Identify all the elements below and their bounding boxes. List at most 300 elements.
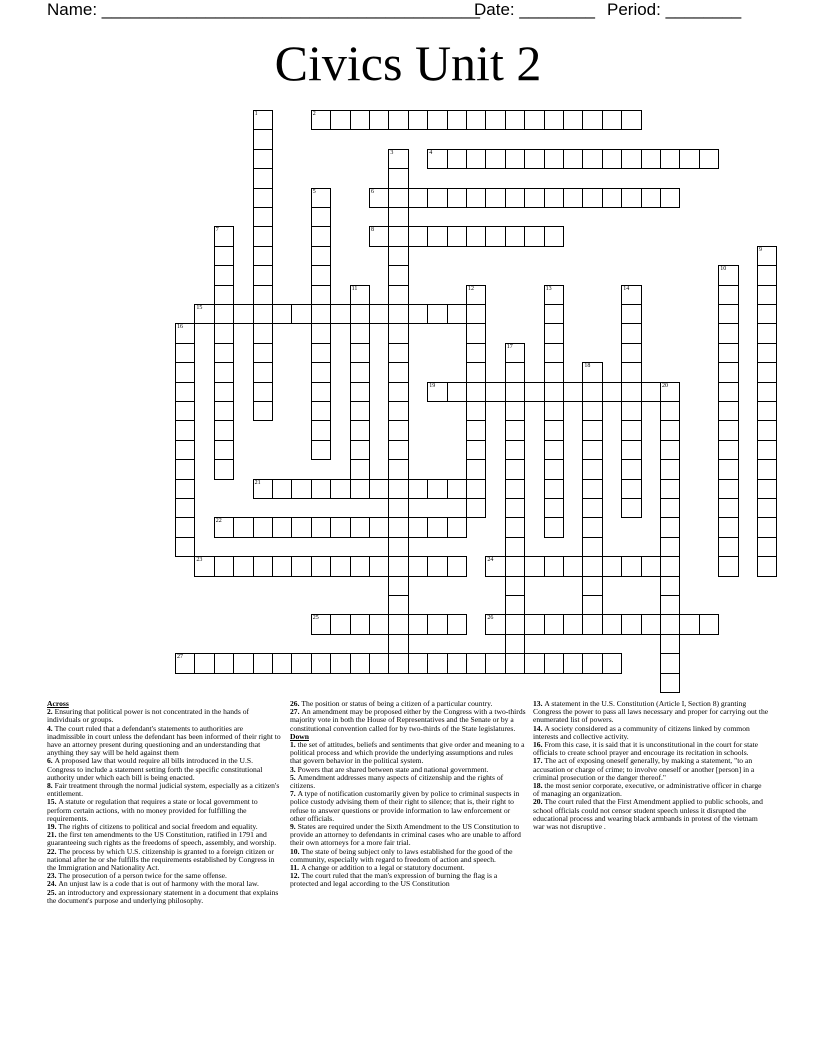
crossword-cell[interactable] xyxy=(175,517,195,537)
crossword-cell[interactable] xyxy=(388,440,408,460)
crossword-cell[interactable] xyxy=(505,517,525,537)
crossword-cell[interactable] xyxy=(582,459,602,479)
crossword-cell[interactable] xyxy=(427,188,447,208)
crossword-cell[interactable] xyxy=(505,479,525,499)
crossword-cell[interactable] xyxy=(369,517,389,537)
crossword-cell[interactable] xyxy=(641,149,661,169)
crossword-cell[interactable] xyxy=(350,440,370,460)
crossword-cell[interactable] xyxy=(757,362,777,382)
crossword-cell[interactable] xyxy=(621,149,641,169)
crossword-cell[interactable] xyxy=(388,382,408,402)
crossword-cell[interactable] xyxy=(214,265,234,285)
crossword-cell[interactable] xyxy=(447,517,467,537)
crossword-cell[interactable] xyxy=(602,614,622,634)
crossword-cell[interactable] xyxy=(214,246,234,266)
crossword-cell[interactable] xyxy=(466,479,486,499)
crossword-cell[interactable] xyxy=(388,479,408,499)
crossword-cell[interactable] xyxy=(311,188,331,208)
crossword-cell[interactable] xyxy=(447,653,467,673)
crossword-cell[interactable] xyxy=(679,149,699,169)
crossword-cell[interactable] xyxy=(563,149,583,169)
crossword-cell[interactable] xyxy=(311,362,331,382)
crossword-cell[interactable] xyxy=(369,479,389,499)
crossword-cell[interactable] xyxy=(757,459,777,479)
crossword-cell[interactable] xyxy=(175,401,195,421)
crossword-cell[interactable] xyxy=(253,343,273,363)
crossword-cell[interactable] xyxy=(582,420,602,440)
crossword-cell[interactable] xyxy=(388,595,408,615)
crossword-cell[interactable] xyxy=(563,188,583,208)
crossword-cell[interactable] xyxy=(660,401,680,421)
crossword-cell[interactable] xyxy=(175,420,195,440)
crossword-cell[interactable] xyxy=(544,110,564,130)
crossword-cell[interactable] xyxy=(214,653,234,673)
crossword-cell[interactable] xyxy=(602,653,622,673)
crossword-cell[interactable] xyxy=(485,110,505,130)
crossword-cell[interactable] xyxy=(466,285,486,305)
crossword-cell[interactable] xyxy=(524,382,544,402)
crossword-cell[interactable] xyxy=(466,440,486,460)
crossword-cell[interactable] xyxy=(544,459,564,479)
crossword-cell[interactable] xyxy=(214,459,234,479)
crossword-cell[interactable] xyxy=(447,304,467,324)
crossword-cell[interactable] xyxy=(350,653,370,673)
crossword-cell[interactable] xyxy=(621,382,641,402)
crossword-cell[interactable] xyxy=(388,459,408,479)
crossword-cell[interactable] xyxy=(757,479,777,499)
crossword-cell[interactable] xyxy=(544,362,564,382)
crossword-cell[interactable] xyxy=(369,304,389,324)
crossword-cell[interactable] xyxy=(718,556,738,576)
crossword-cell[interactable] xyxy=(582,149,602,169)
crossword-cell[interactable] xyxy=(563,556,583,576)
crossword-cell[interactable] xyxy=(214,401,234,421)
crossword-cell[interactable] xyxy=(311,207,331,227)
crossword-cell[interactable] xyxy=(369,188,389,208)
crossword-cell[interactable] xyxy=(427,479,447,499)
crossword-cell[interactable] xyxy=(641,556,661,576)
crossword-cell[interactable] xyxy=(369,110,389,130)
crossword-cell[interactable] xyxy=(408,226,428,246)
crossword-cell[interactable] xyxy=(388,634,408,654)
crossword-cell[interactable] xyxy=(718,382,738,402)
crossword-cell[interactable] xyxy=(330,556,350,576)
crossword-cell[interactable] xyxy=(505,110,525,130)
crossword-cell[interactable] xyxy=(253,362,273,382)
crossword-cell[interactable] xyxy=(350,420,370,440)
crossword-cell[interactable] xyxy=(330,517,350,537)
crossword-cell[interactable] xyxy=(194,653,214,673)
crossword-cell[interactable] xyxy=(253,556,273,576)
crossword-cell[interactable] xyxy=(621,459,641,479)
crossword-cell[interactable] xyxy=(718,517,738,537)
crossword-cell[interactable] xyxy=(466,304,486,324)
crossword-cell[interactable] xyxy=(660,440,680,460)
crossword-cell[interactable] xyxy=(757,343,777,363)
crossword-cell[interactable] xyxy=(388,188,408,208)
crossword-cell[interactable] xyxy=(408,304,428,324)
crossword-cell[interactable] xyxy=(582,382,602,402)
crossword-cell[interactable] xyxy=(679,614,699,634)
crossword-cell[interactable] xyxy=(447,188,467,208)
crossword-cell[interactable] xyxy=(408,188,428,208)
crossword-cell[interactable] xyxy=(621,362,641,382)
crossword-cell[interactable] xyxy=(311,304,331,324)
crossword-cell[interactable] xyxy=(253,207,273,227)
crossword-cell[interactable] xyxy=(175,343,195,363)
crossword-cell[interactable] xyxy=(660,614,680,634)
crossword-cell[interactable] xyxy=(582,517,602,537)
crossword-cell[interactable] xyxy=(660,479,680,499)
crossword-cell[interactable] xyxy=(485,226,505,246)
crossword-cell[interactable] xyxy=(447,556,467,576)
crossword-cell[interactable] xyxy=(485,653,505,673)
crossword-cell[interactable] xyxy=(253,382,273,402)
crossword-cell[interactable] xyxy=(718,498,738,518)
crossword-cell[interactable] xyxy=(466,382,486,402)
crossword-cell[interactable] xyxy=(505,498,525,518)
crossword-cell[interactable] xyxy=(175,459,195,479)
crossword-cell[interactable] xyxy=(311,653,331,673)
crossword-cell[interactable] xyxy=(447,479,467,499)
crossword-cell[interactable] xyxy=(175,362,195,382)
crossword-cell[interactable] xyxy=(272,653,292,673)
crossword-cell[interactable] xyxy=(311,517,331,537)
crossword-cell[interactable] xyxy=(233,556,253,576)
crossword-cell[interactable] xyxy=(194,556,214,576)
crossword-cell[interactable] xyxy=(272,517,292,537)
crossword-cell[interactable] xyxy=(718,304,738,324)
crossword-cell[interactable] xyxy=(175,382,195,402)
crossword-cell[interactable] xyxy=(311,420,331,440)
crossword-cell[interactable] xyxy=(621,401,641,421)
crossword-cell[interactable] xyxy=(350,323,370,343)
crossword-cell[interactable] xyxy=(757,285,777,305)
crossword-cell[interactable] xyxy=(621,614,641,634)
crossword-cell[interactable] xyxy=(582,188,602,208)
crossword-cell[interactable] xyxy=(253,188,273,208)
crossword-cell[interactable] xyxy=(253,149,273,169)
crossword-cell[interactable] xyxy=(602,149,622,169)
crossword-cell[interactable] xyxy=(660,537,680,557)
name-field[interactable]: Name: ________________________________________ xyxy=(47,0,480,19)
crossword-cell[interactable] xyxy=(427,653,447,673)
crossword-cell[interactable] xyxy=(621,440,641,460)
crossword-cell[interactable] xyxy=(466,149,486,169)
crossword-cell[interactable] xyxy=(291,517,311,537)
crossword-cell[interactable] xyxy=(757,440,777,460)
crossword-cell[interactable] xyxy=(253,517,273,537)
crossword-cell[interactable] xyxy=(311,265,331,285)
crossword-cell[interactable] xyxy=(311,479,331,499)
crossword-cell[interactable] xyxy=(485,614,505,634)
crossword-cell[interactable] xyxy=(408,517,428,537)
crossword-cell[interactable] xyxy=(621,556,641,576)
crossword-cell[interactable] xyxy=(505,188,525,208)
crossword-cell[interactable] xyxy=(272,556,292,576)
crossword-cell[interactable] xyxy=(388,226,408,246)
crossword-cell[interactable] xyxy=(660,556,680,576)
crossword-cell[interactable] xyxy=(563,110,583,130)
crossword-cell[interactable] xyxy=(660,634,680,654)
crossword-cell[interactable] xyxy=(757,382,777,402)
crossword-cell[interactable] xyxy=(641,382,661,402)
crossword-cell[interactable] xyxy=(350,343,370,363)
crossword-cell[interactable] xyxy=(388,265,408,285)
crossword-cell[interactable] xyxy=(311,246,331,266)
crossword-cell[interactable] xyxy=(311,110,331,130)
crossword-cell[interactable] xyxy=(311,401,331,421)
crossword-cell[interactable] xyxy=(408,614,428,634)
crossword-cell[interactable] xyxy=(350,382,370,402)
crossword-cell[interactable] xyxy=(330,614,350,634)
crossword-cell[interactable] xyxy=(621,285,641,305)
crossword-cell[interactable] xyxy=(233,517,253,537)
crossword-cell[interactable] xyxy=(524,614,544,634)
crossword-cell[interactable] xyxy=(505,634,525,654)
crossword-cell[interactable] xyxy=(388,246,408,266)
crossword-cell[interactable] xyxy=(524,149,544,169)
crossword-cell[interactable] xyxy=(582,362,602,382)
crossword-cell[interactable] xyxy=(175,498,195,518)
crossword-cell[interactable] xyxy=(388,420,408,440)
crossword-cell[interactable] xyxy=(485,149,505,169)
crossword-cell[interactable] xyxy=(388,304,408,324)
crossword-cell[interactable] xyxy=(718,537,738,557)
crossword-cell[interactable] xyxy=(602,188,622,208)
crossword-cell[interactable] xyxy=(505,362,525,382)
crossword-cell[interactable] xyxy=(427,304,447,324)
crossword-cell[interactable] xyxy=(175,440,195,460)
crossword-cell[interactable] xyxy=(524,653,544,673)
crossword-cell[interactable] xyxy=(544,498,564,518)
crossword-cell[interactable] xyxy=(388,614,408,634)
crossword-cell[interactable] xyxy=(350,401,370,421)
crossword-cell[interactable] xyxy=(175,653,195,673)
crossword-cell[interactable] xyxy=(427,517,447,537)
crossword-cell[interactable] xyxy=(621,479,641,499)
crossword-cell[interactable] xyxy=(544,382,564,402)
crossword-cell[interactable] xyxy=(466,110,486,130)
crossword-cell[interactable] xyxy=(175,537,195,557)
crossword-cell[interactable] xyxy=(485,556,505,576)
crossword-cell[interactable] xyxy=(447,110,467,130)
crossword-cell[interactable] xyxy=(544,188,564,208)
crossword-cell[interactable] xyxy=(233,653,253,673)
crossword-cell[interactable] xyxy=(350,362,370,382)
crossword-cell[interactable] xyxy=(582,556,602,576)
crossword-cell[interactable] xyxy=(466,401,486,421)
crossword-cell[interactable] xyxy=(757,420,777,440)
period-field[interactable]: Period: ________ xyxy=(607,0,742,19)
crossword-cell[interactable] xyxy=(350,285,370,305)
crossword-cell[interactable] xyxy=(582,479,602,499)
crossword-cell[interactable] xyxy=(718,323,738,343)
crossword-cell[interactable] xyxy=(427,226,447,246)
crossword-cell[interactable] xyxy=(427,382,447,402)
crossword-cell[interactable] xyxy=(505,459,525,479)
crossword-cell[interactable] xyxy=(563,614,583,634)
crossword-cell[interactable] xyxy=(563,653,583,673)
crossword-cell[interactable] xyxy=(582,614,602,634)
crossword-cell[interactable] xyxy=(621,323,641,343)
crossword-cell[interactable] xyxy=(253,285,273,305)
crossword-cell[interactable] xyxy=(544,401,564,421)
crossword-cell[interactable] xyxy=(505,382,525,402)
crossword-cell[interactable] xyxy=(505,537,525,557)
crossword-cell[interactable] xyxy=(350,517,370,537)
crossword-cell[interactable] xyxy=(544,479,564,499)
crossword-cell[interactable] xyxy=(621,304,641,324)
crossword-cell[interactable] xyxy=(253,401,273,421)
crossword-cell[interactable] xyxy=(447,226,467,246)
crossword-cell[interactable] xyxy=(291,304,311,324)
crossword-cell[interactable] xyxy=(621,188,641,208)
crossword-cell[interactable] xyxy=(582,537,602,557)
crossword-cell[interactable] xyxy=(582,498,602,518)
crossword-cell[interactable] xyxy=(388,653,408,673)
crossword-cell[interactable] xyxy=(311,556,331,576)
crossword-cell[interactable] xyxy=(466,226,486,246)
crossword-cell[interactable] xyxy=(175,479,195,499)
crossword-cell[interactable] xyxy=(253,653,273,673)
crossword-cell[interactable] xyxy=(718,362,738,382)
crossword-cell[interactable] xyxy=(544,226,564,246)
crossword-cell[interactable] xyxy=(253,110,273,130)
crossword-cell[interactable] xyxy=(427,149,447,169)
crossword-cell[interactable] xyxy=(757,304,777,324)
crossword-cell[interactable] xyxy=(311,382,331,402)
crossword-cell[interactable] xyxy=(641,614,661,634)
crossword-cell[interactable] xyxy=(408,653,428,673)
crossword-cell[interactable] xyxy=(388,343,408,363)
crossword-cell[interactable] xyxy=(718,440,738,460)
crossword-cell[interactable] xyxy=(466,343,486,363)
crossword-cell[interactable] xyxy=(311,285,331,305)
crossword-cell[interactable] xyxy=(330,110,350,130)
crossword-cell[interactable] xyxy=(214,382,234,402)
crossword-cell[interactable] xyxy=(505,576,525,596)
crossword-cell[interactable] xyxy=(544,420,564,440)
crossword-cell[interactable] xyxy=(757,517,777,537)
crossword-cell[interactable] xyxy=(621,420,641,440)
crossword-cell[interactable] xyxy=(330,653,350,673)
crossword-cell[interactable] xyxy=(524,110,544,130)
crossword-cell[interactable] xyxy=(544,149,564,169)
crossword-cell[interactable] xyxy=(660,517,680,537)
crossword-cell[interactable] xyxy=(447,614,467,634)
crossword-cell[interactable] xyxy=(718,265,738,285)
crossword-cell[interactable] xyxy=(194,304,214,324)
crossword-cell[interactable] xyxy=(253,168,273,188)
crossword-cell[interactable] xyxy=(544,556,564,576)
crossword-cell[interactable] xyxy=(214,343,234,363)
crossword-cell[interactable] xyxy=(388,362,408,382)
crossword-cell[interactable] xyxy=(621,110,641,130)
crossword-cell[interactable] xyxy=(660,595,680,615)
crossword-cell[interactable] xyxy=(582,110,602,130)
crossword-cell[interactable] xyxy=(253,129,273,149)
crossword-cell[interactable] xyxy=(388,556,408,576)
crossword-cell[interactable] xyxy=(253,304,273,324)
crossword-cell[interactable] xyxy=(350,556,370,576)
crossword-cell[interactable] xyxy=(350,614,370,634)
crossword-cell[interactable] xyxy=(466,420,486,440)
crossword-cell[interactable] xyxy=(524,226,544,246)
crossword-cell[interactable] xyxy=(427,614,447,634)
crossword-cell[interactable] xyxy=(466,188,486,208)
crossword-cell[interactable] xyxy=(505,440,525,460)
crossword-cell[interactable] xyxy=(388,168,408,188)
crossword-cell[interactable] xyxy=(485,382,505,402)
crossword-cell[interactable] xyxy=(757,556,777,576)
crossword-cell[interactable] xyxy=(544,304,564,324)
crossword-cell[interactable] xyxy=(466,653,486,673)
crossword-cell[interactable] xyxy=(660,653,680,673)
crossword-cell[interactable] xyxy=(505,401,525,421)
crossword-cell[interactable] xyxy=(369,226,389,246)
crossword-cell[interactable] xyxy=(253,246,273,266)
crossword-cell[interactable] xyxy=(602,110,622,130)
crossword-cell[interactable] xyxy=(505,226,525,246)
crossword-cell[interactable] xyxy=(447,382,467,402)
crossword-cell[interactable] xyxy=(388,207,408,227)
crossword-cell[interactable] xyxy=(660,498,680,518)
crossword-cell[interactable] xyxy=(544,517,564,537)
crossword-cell[interactable] xyxy=(408,556,428,576)
crossword-cell[interactable] xyxy=(214,226,234,246)
crossword-cell[interactable] xyxy=(718,343,738,363)
crossword-cell[interactable] xyxy=(214,420,234,440)
crossword-cell[interactable] xyxy=(660,576,680,596)
crossword-cell[interactable] xyxy=(214,285,234,305)
crossword-cell[interactable] xyxy=(718,401,738,421)
crossword-cell[interactable] xyxy=(602,382,622,402)
crossword-cell[interactable] xyxy=(466,323,486,343)
crossword-cell[interactable] xyxy=(757,323,777,343)
crossword-cell[interactable] xyxy=(757,401,777,421)
crossword-cell[interactable] xyxy=(388,576,408,596)
crossword-cell[interactable] xyxy=(621,343,641,363)
crossword-cell[interactable] xyxy=(214,323,234,343)
crossword-cell[interactable] xyxy=(660,188,680,208)
crossword-cell[interactable] xyxy=(621,498,641,518)
crossword-cell[interactable] xyxy=(718,285,738,305)
crossword-cell[interactable] xyxy=(466,498,486,518)
crossword-cell[interactable] xyxy=(505,653,525,673)
crossword-cell[interactable] xyxy=(388,149,408,169)
crossword-cell[interactable] xyxy=(388,498,408,518)
crossword-cell[interactable] xyxy=(272,304,292,324)
crossword-cell[interactable] xyxy=(427,110,447,130)
crossword-cell[interactable] xyxy=(369,556,389,576)
crossword-cell[interactable] xyxy=(214,440,234,460)
crossword-cell[interactable] xyxy=(311,323,331,343)
crossword-cell[interactable] xyxy=(718,420,738,440)
crossword-cell[interactable] xyxy=(505,149,525,169)
crossword-cell[interactable] xyxy=(233,304,253,324)
crossword-cell[interactable] xyxy=(253,265,273,285)
crossword-cell[interactable] xyxy=(291,653,311,673)
crossword-cell[interactable] xyxy=(369,614,389,634)
crossword-cell[interactable] xyxy=(699,614,719,634)
crossword-cell[interactable] xyxy=(311,226,331,246)
crossword-cell[interactable] xyxy=(330,479,350,499)
crossword-cell[interactable] xyxy=(505,343,525,363)
crossword-cell[interactable] xyxy=(544,285,564,305)
crossword-cell[interactable] xyxy=(757,246,777,266)
crossword-cell[interactable] xyxy=(757,498,777,518)
